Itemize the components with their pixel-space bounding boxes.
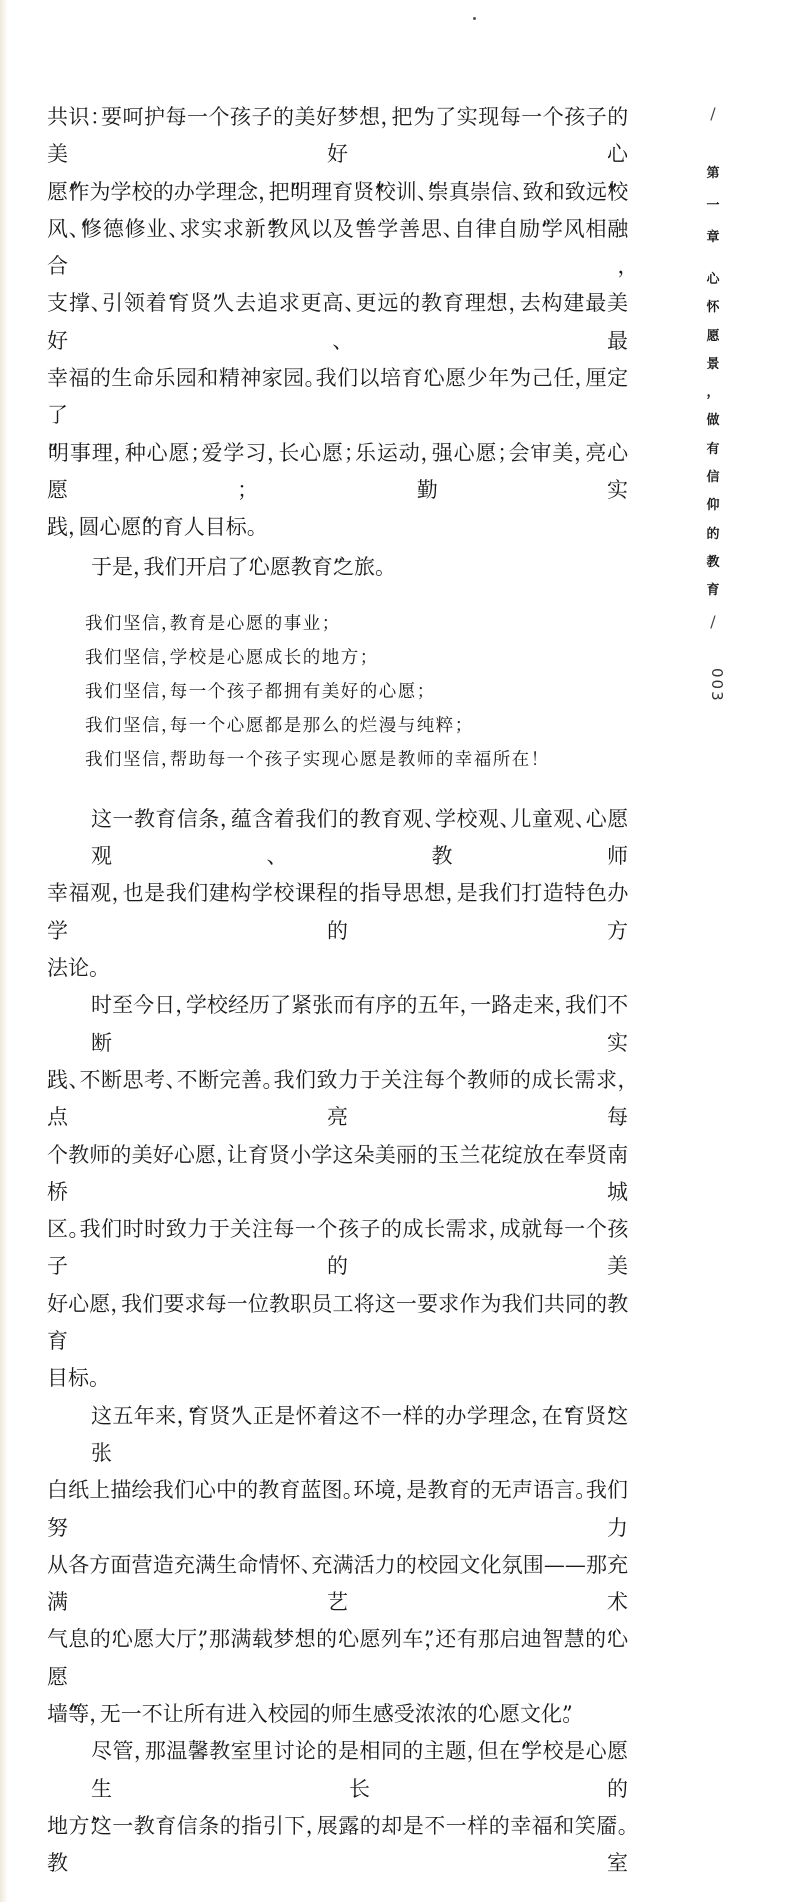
punctuation: ； — [360, 648, 369, 668]
punctuation: 。 — [263, 1068, 274, 1092]
page-number: 003 — [700, 668, 726, 703]
punctuation: ， — [421, 441, 432, 465]
punctuation: 、 — [168, 217, 179, 241]
paragraph-4 — [47, 987, 628, 1397]
text-line: 共识：要呵护每一个孩子的美好梦想，把“为了实现每一个孩子的美好心 — [47, 99, 628, 174]
title-char: 怀 — [700, 294, 726, 322]
title-char: 做 — [700, 407, 726, 435]
title-char: 的 — [700, 521, 726, 549]
paragraph-1 — [47, 99, 628, 547]
punctuation: ， — [446, 881, 457, 905]
text-line: 区。我们时时致力于关注每一个孩子的成长需求，成就每一个孩子的美 — [47, 1211, 628, 1286]
punctuation: 。 — [89, 956, 100, 980]
poem-line: 我们坚信，学校是心愿成长的地方； — [85, 641, 628, 675]
punctuation: ！ — [531, 750, 540, 770]
poem-line: 我们坚信，教育是心愿的事业； — [85, 607, 628, 641]
punctuation: ； — [322, 614, 331, 634]
text-line: 时至今日，学校经历了紧张而有序的五年，一路走来，我们不断实 — [47, 987, 628, 1062]
title-char: 有 — [700, 436, 726, 464]
text-line: 践，圆心愿”的育人目标。 — [47, 509, 628, 546]
title-char: ， — [700, 379, 726, 407]
poem-line: 我们坚信，每一个孩子都拥有美好的心愿； — [85, 675, 628, 709]
chapter-char: 一 — [700, 190, 726, 222]
punctuation: ， — [460, 993, 471, 1017]
punctuation: 。 — [618, 1814, 629, 1838]
chapter-label — [700, 158, 726, 254]
text-line: 从各方面营造充满生命情怀、充满活力的校园文化氛围——那充满艺术 — [47, 1547, 628, 1622]
punctuation: 、 — [332, 329, 607, 353]
punctuation: 。 — [375, 555, 386, 579]
punctuation: 、 — [166, 1068, 177, 1092]
punctuation: ， — [133, 555, 144, 579]
title-char: 仰 — [700, 492, 726, 520]
paragraph-6 — [47, 1733, 628, 1882]
chapter-char: 章 — [700, 222, 726, 254]
chapter-char: 第 — [700, 158, 726, 190]
poem-line: 我们坚信，帮助每一个孩子实现心愿是教师的幸福所在！ — [85, 743, 628, 777]
punctuation: 、 — [69, 217, 80, 241]
punctuation: ， — [574, 441, 585, 465]
punctuation: ， — [134, 1739, 145, 1763]
punctuation: 。 — [89, 1366, 100, 1390]
punctuation: ， — [467, 1739, 478, 1763]
punctuation: 。 — [69, 1217, 80, 1241]
punctuation: ， — [161, 614, 170, 634]
punctuation: 、 — [417, 180, 428, 204]
poem-line: 我们坚信，每一个心愿都是那么的烂漫与纯粹； — [85, 709, 628, 743]
text-line: 法论。 — [47, 950, 628, 987]
text-line: 于是，我们开启了“心愿教育”之旅。 — [47, 549, 628, 586]
punctuation: ， — [110, 1292, 121, 1316]
punctuation: 、 — [443, 217, 454, 241]
creed-poem — [85, 607, 628, 777]
text-line: 好心愿，我们要求每一位教职员工将这一要求作为我们共同的教育 — [47, 1286, 628, 1361]
punctuation: ， — [306, 1814, 317, 1838]
text-line: “明事理，种心愿；爱学习，长心愿；乐运动，强心愿；会审美，亮心愿；勤实 — [47, 435, 628, 510]
punctuation: ， — [175, 993, 186, 1017]
punctuation: 。 — [247, 515, 258, 539]
paragraph-2 — [47, 549, 628, 586]
text-line: 支撑、引领着“育贤”人去追求更高、更远的教育理想，去构建最美好、最 — [47, 285, 628, 360]
title-char: 信 — [700, 464, 726, 492]
punctuation: ， — [531, 1404, 542, 1428]
text-line: 愿”作为学校的办学理念，把“明理育贤”校训、“崇真崇信、致和致远”校 — [47, 174, 628, 211]
punctuation: ， — [396, 1478, 407, 1502]
punctuation: 、 — [344, 291, 355, 315]
punctuation: ； — [190, 441, 201, 465]
text-line: 目标。 — [47, 1360, 628, 1397]
punctuation: ， — [177, 1404, 188, 1428]
punctuation: ， — [216, 1143, 227, 1167]
punctuation: ， — [220, 807, 231, 831]
punctuation: ， — [489, 1217, 500, 1241]
punctuation: ； — [344, 441, 355, 465]
punctuation: ， — [161, 716, 170, 736]
punctuation: 。 — [305, 366, 316, 390]
punctuation: ， — [68, 515, 79, 539]
punctuation: ， — [424, 1627, 435, 1651]
text-line: 个教师的美好心愿，让育贤小学这朵美丽的玉兰花绽放在奉贤南桥城 — [47, 1137, 628, 1212]
title-char: 育 — [700, 577, 726, 605]
chapter-title — [700, 266, 726, 606]
punctuation: 。 — [343, 1478, 354, 1502]
punctuation: 、 — [575, 807, 586, 831]
title-char: 景 — [700, 351, 726, 379]
paragraph-5 — [47, 1398, 628, 1734]
text-line: 白纸上描绘我们心中的教育蓝图。环境，是教育的无声语言。我们努力 — [47, 1472, 628, 1547]
text-line: 地方”这一教育信条的指引下，展露的却是不一样的幸福和笑靥。教室 — [47, 1808, 628, 1883]
punctuation: ； — [497, 441, 508, 465]
punctuation: ； — [237, 478, 248, 502]
title-char: 愿 — [700, 323, 726, 351]
punctuation: ， — [114, 441, 125, 465]
punctuation: ， — [267, 441, 278, 465]
punctuation: 、 — [91, 291, 102, 315]
punctuation: ； — [455, 716, 464, 736]
side-slash-top: / — [700, 104, 726, 123]
punctuation: 、 — [499, 807, 510, 831]
paragraph-3 — [47, 801, 628, 987]
text-line: 风、“修德修业、求实求新”教风以及“善学善思、自律自励”学风相融合， — [47, 211, 628, 286]
punctuation: 、 — [512, 180, 523, 204]
text-line: 幸福观，也是我们建构学校课程的指导思想，是我们打造特色办学的方 — [47, 875, 628, 950]
title-char: 教 — [700, 549, 726, 577]
punctuation: ， — [161, 750, 170, 770]
side-slash-bottom: / — [700, 612, 726, 631]
punctuation: ， — [89, 1702, 100, 1726]
punctuation: ， — [381, 105, 392, 129]
page-edge — [0, 0, 8, 1902]
punctuation: ， — [112, 881, 123, 905]
page-body — [47, 0, 628, 1902]
punctuation: 、 — [424, 807, 435, 831]
punctuation: ， — [258, 180, 269, 204]
text-line: 践、不断思考、不断完善。我们致力于关注每个教师的成长需求，点亮每 — [47, 1062, 628, 1137]
text-line: 幸福的生命乐园和精神家园。我们以培育“心愿少年”为己任，厘定了 — [47, 360, 628, 435]
text-line: 尽管，那温馨教室里讨论的是相同的主题，但在“学校是心愿生长的 — [47, 1733, 628, 1808]
punctuation: 。 — [562, 1702, 573, 1726]
punctuation: ， — [161, 648, 170, 668]
punctuation: ， — [575, 366, 586, 390]
punctuation: 、 — [301, 1553, 312, 1577]
punctuation: ， — [508, 291, 519, 315]
punctuation: ， — [618, 1068, 629, 1092]
punctuation: 、 — [267, 844, 432, 868]
text-line: 这五年来，“育贤”人正是怀着这不一样的办学理念，在“育贤”这张 — [47, 1398, 628, 1473]
text-line: 气息的“心愿大厅”，那满载梦想的“心愿列车”，还有那启迪智慧的“心愿 — [47, 1621, 628, 1696]
punctuation: ： — [90, 105, 101, 129]
punctuation: ， — [618, 254, 629, 278]
punctuation: 。 — [575, 1478, 586, 1502]
punctuation: ， — [161, 682, 170, 702]
punctuation: ， — [554, 993, 565, 1017]
title-char: 心 — [700, 266, 726, 294]
punctuation: ， — [198, 1627, 209, 1651]
punctuation: 、 — [69, 1068, 80, 1092]
text-line: 这一教育信条，蕴含着我们的教育观、学校观、儿童观、心愿观、教师 — [47, 801, 628, 876]
punctuation: ； — [417, 682, 426, 702]
text-line: 墙”等，无一不让所有进入校园的师生感受浓浓的“心愿文化”。 — [47, 1696, 628, 1733]
